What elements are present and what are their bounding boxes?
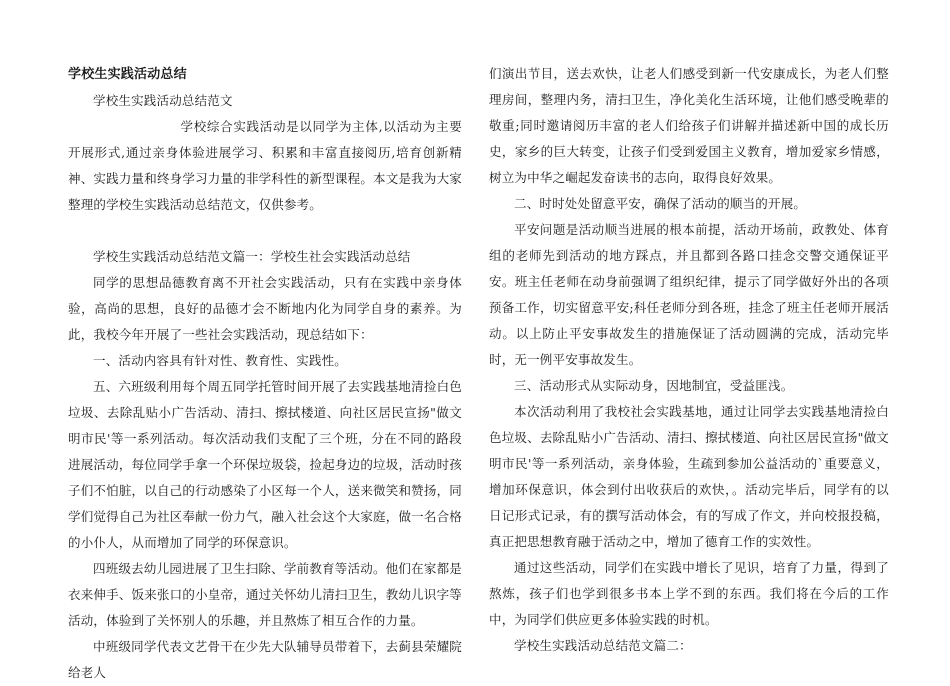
- paragraph: 同学的思想品德教育离不开社会实践活动，只有在实践中亲身体验，高尚的思想，良好的品德才会不断地内化为同学自身的素养。为此，我校今年开展了一些社会实践活动，现总结如下：: [68, 275, 462, 342]
- paragraph: 平安问题是活动顺当进展的根本前提，活动开场前，政教处、体育组的老师先到活动的地方踩点，并且都到各路口挂念交警交通保证平安。班主任老师在动身前强调了组织纪律，提示了同学做好外出的各项预备工作，切实留意平安;科任老师分到各班，挂念了班主任老师开展活动。以上防止平安事故发生的措施保证了活动圆满的完成，活动完毕时，无一例平安事故发生。: [489, 222, 889, 367]
- paragraph: 五、六班级利用每个周五同学托管时间开展了去实践基地清捡白色垃圾、去除乱贴小广告活动、清扫、擦拭楼道、向社区居民宣扬"做文明市民'等一系列活动。每次活动我们支配了三个班，分在不同的路段进展活动，每位同学手拿一个环保垃圾袋，捡起身边的垃圾，活动时孩子们不怕脏，以自己的行动感染了小区每一个人，送来微笑和赞扬，同学们觉得自己为社区奉献一份力气，融入社会这个大家庭，做一名合格的小仆人，从而增加了同学的环保意识。: [68, 379, 462, 550]
- paragraph: 中班级同学代表文艺骨干在少先大队辅导员带着下，去蓟县荣耀院给老人: [68, 639, 462, 680]
- paragraph: 本次活动利用了我校社会实践基地，通过让同学去实践基地清捡白色垃圾、去除乱贴小广告活动、清扫、擦拭楼道、向社区居民宣扬"做文明市民'等一系列活动，亲身体验，生疏到参加公益活动的`重要意义，增加环保意识，体会到付出收获后的欢快，。活动完毕后，同学有的以日记形式记录，有的撰写活动体会，有的写成了作文，并向校报投稿，真正把思想教育融于活动之中，增加了德育工作的实效性。: [489, 404, 889, 549]
- right-column: [489, 61, 889, 659]
- point-heading: 二、时时处处留意平安，确保了活动的顺当的开展。: [514, 196, 807, 211]
- paragraph-continued: 们演出节目，送去欢快，让老人们感受到新一代安康成长，为老人们整理房间，整理内务，清扫卫生，净化美化生活环境，让他们感受晚辈的敬重;同时邀请阅历丰富的老人们给孩子们讲解并描述新中国的成长历史，家乡的巨大转变，让孩子们受到爱国主义教育，增加爱家乡情感，树立为中华之崛起发奋读书的志向，取得良好效果。: [489, 66, 889, 185]
- paragraph: 通过这些活动，同学们在实践中增长了见识，培育了力量，得到了熬炼，孩子们也学到很多书本上学不到的东西。我们将在今后的工作中，为同学们供应更多体验实践的时机。: [489, 560, 889, 627]
- intro-paragraph: 学校综合实践活动是以同学为主体,以活动为主要开展形式,通过亲身体验进展学习、积累和丰富直接阅历,培育创新精神、实践力量和终身学习力量的非学科性的新型课程。本文是我为大家整理的学校生实践活动总结范文，仅供参考。: [68, 119, 462, 212]
- point-heading: 三、活动形式从实际动身，因地制宜，受益匪浅。: [514, 378, 794, 393]
- document-title: 学校生实践活动总结: [68, 67, 187, 82]
- section-heading: 学校生实践活动总结范文篇二：: [514, 638, 692, 653]
- left-column: [68, 62, 462, 686]
- point-heading: 一、活动内容具有针对性、教育性、实践性。: [93, 353, 348, 368]
- subtitle: 学校生实践活动总结范文: [93, 93, 233, 108]
- spacer: [68, 218, 462, 244]
- section-heading: 学校生实践活动总结范文篇一：学校生社会实践活动总结: [93, 249, 411, 264]
- paragraph: 四班级去幼儿园进展了卫生扫除、学前教育等活动。他们在家都是衣来伸手、饭来张口的小皇帝，通过关怀幼儿清扫卫生，教幼儿识字等活动，体验到了关怀别人的乐趣，并且熬炼了相互合作的力量。: [68, 561, 462, 628]
